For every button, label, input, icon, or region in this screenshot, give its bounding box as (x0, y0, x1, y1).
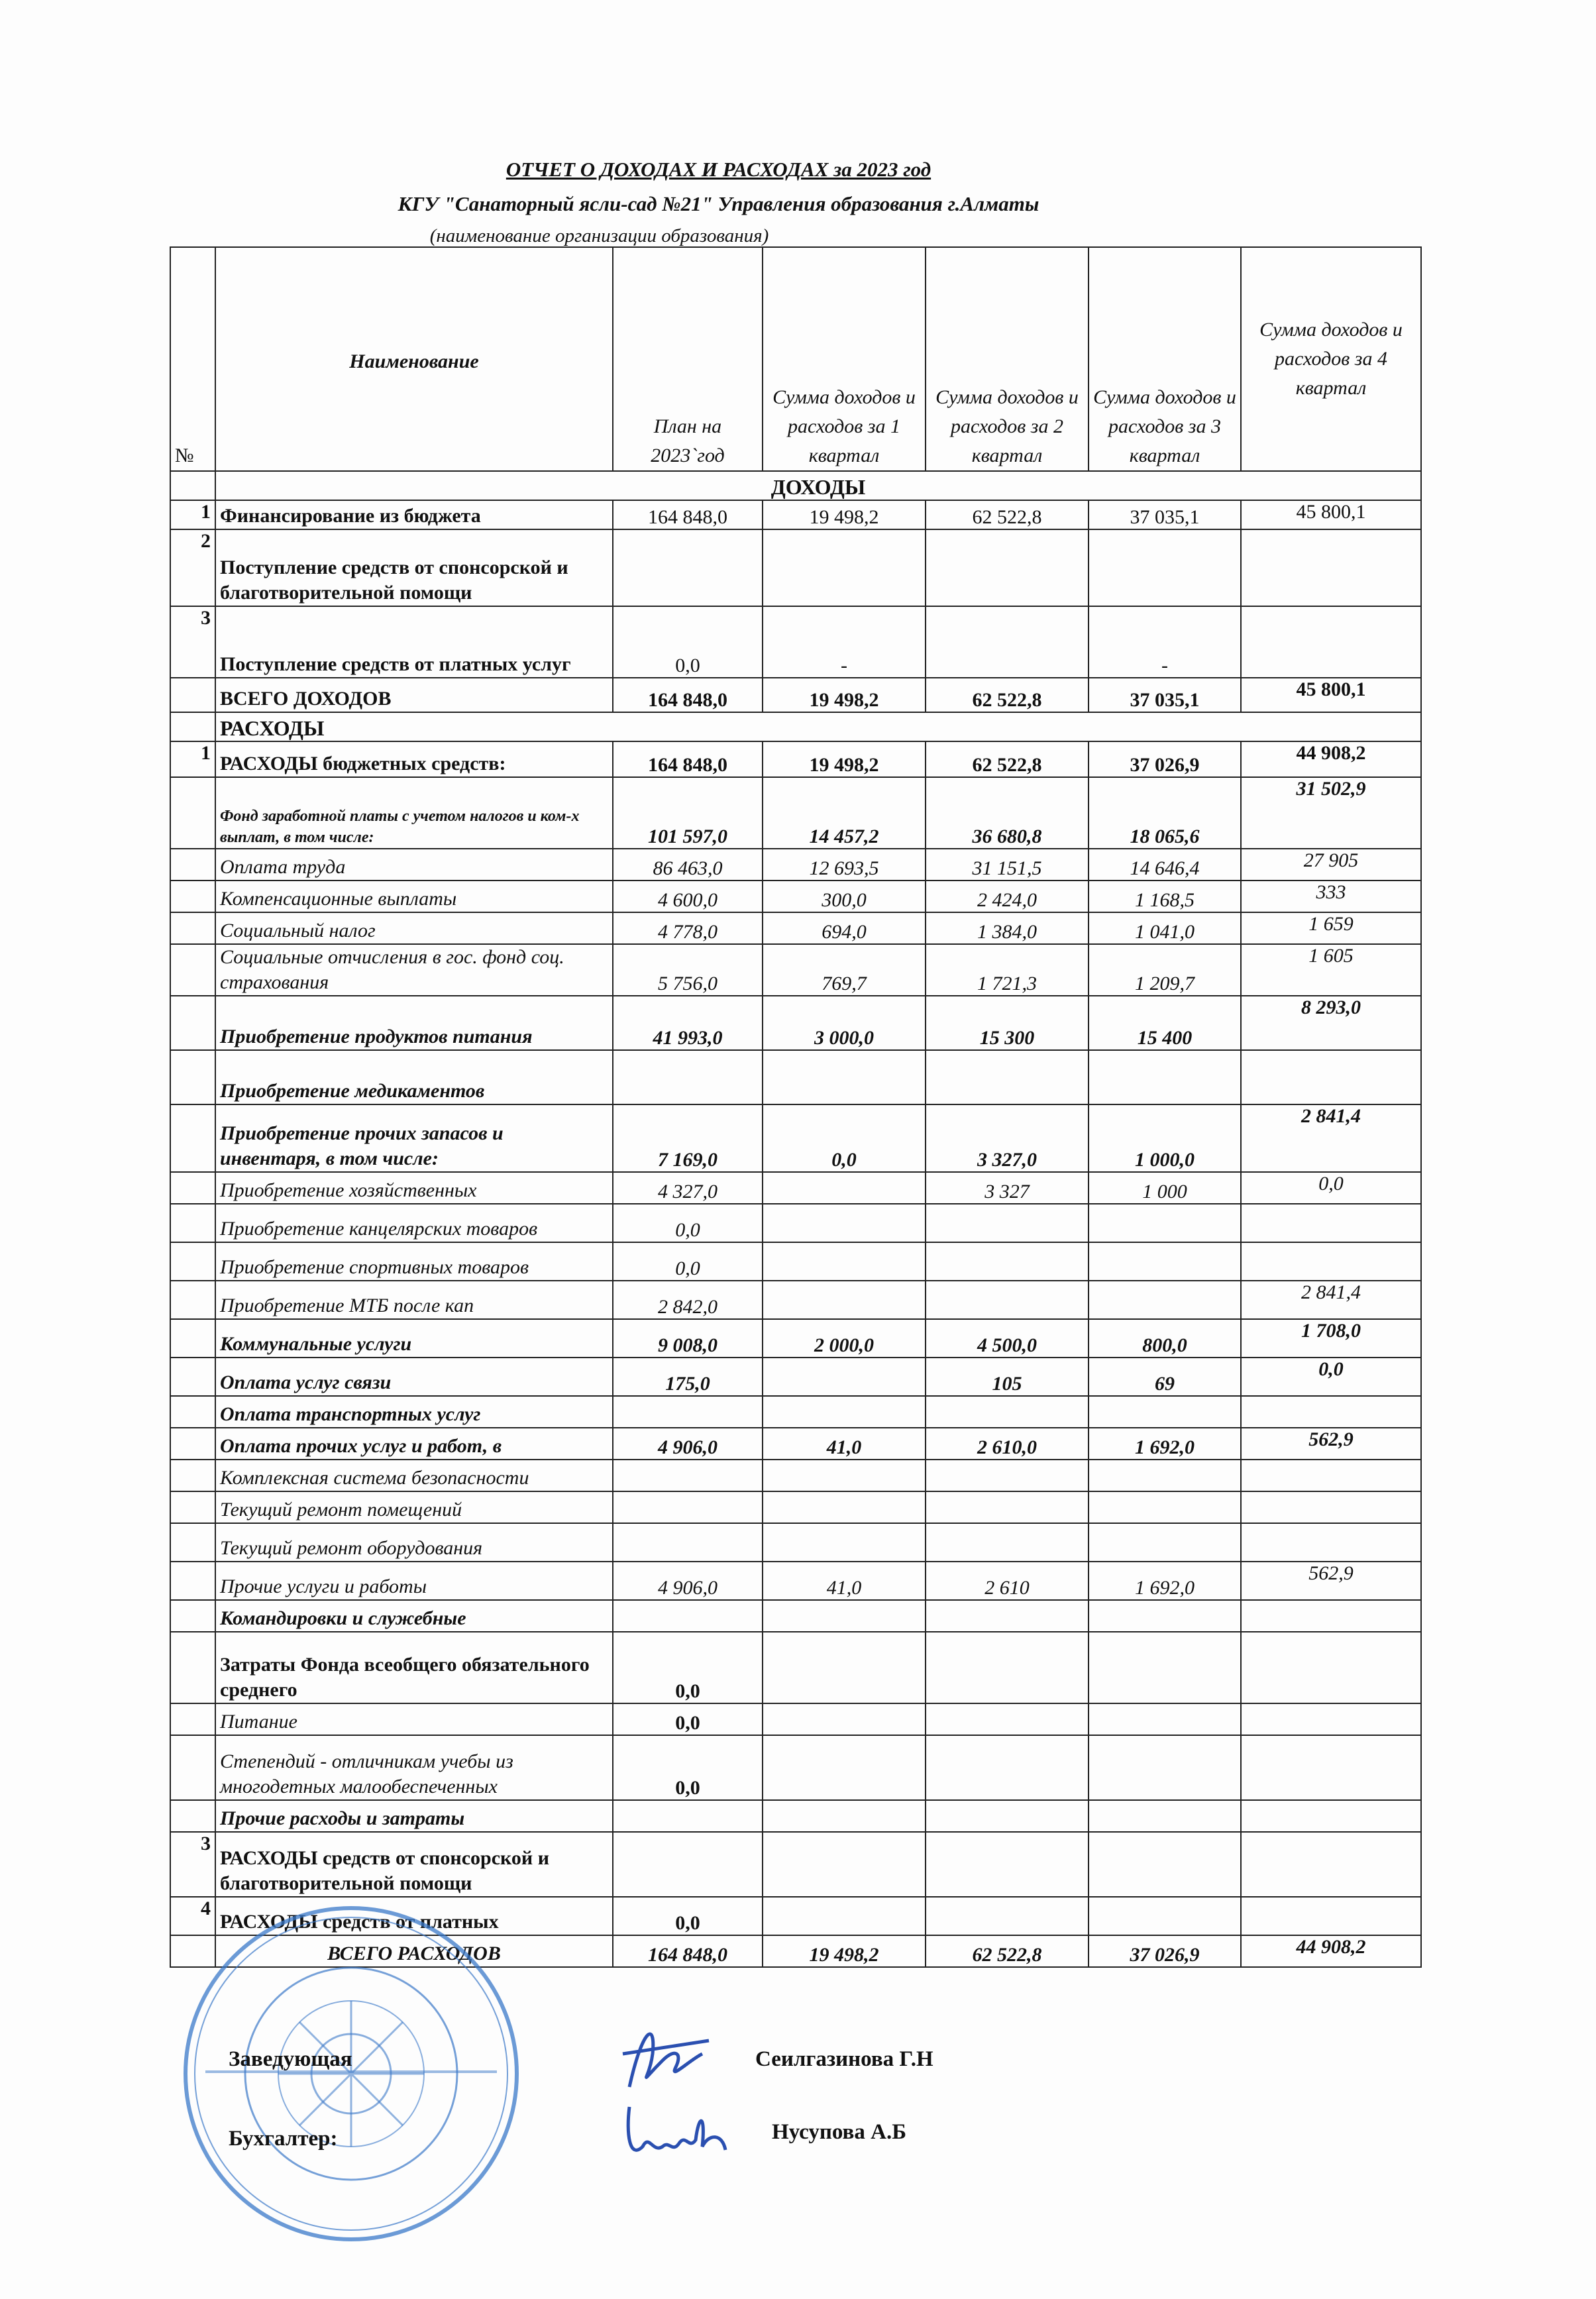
row-plan-value: 4 906,0 (613, 1562, 763, 1600)
row-name: Приобретение прочих запасов и инвентаря, в том числе: (215, 1104, 613, 1172)
table-row (170, 1735, 1421, 1800)
table-row (170, 1050, 1421, 1104)
row-q4-value (1241, 1703, 1421, 1735)
row-name: Оплата транспортных услуг (215, 1396, 613, 1428)
row-q2-value: 2 610,0 (926, 1428, 1089, 1460)
table-row (170, 1800, 1421, 1832)
row-plan-value: 164 848,0 (613, 741, 763, 777)
row-q4-value: 333 (1241, 881, 1421, 912)
row-q4-value (1241, 1460, 1421, 1491)
row-name: Питание (215, 1703, 613, 1735)
row-q2-value: 36 680,8 (926, 777, 1089, 849)
accountant-name: Нусупова А.Б (772, 2120, 907, 2144)
row-q4-value: 1 708,0 (1241, 1319, 1421, 1358)
row-q3-value: 14 646,4 (1089, 849, 1241, 881)
row-q4-value: 1 605 (1241, 944, 1421, 996)
table-row (170, 912, 1421, 944)
row-q4-value: 2 841,4 (1241, 1281, 1421, 1319)
row-number: 1 (170, 500, 215, 529)
row-q1-value (763, 1204, 926, 1242)
row-number: 1 (170, 741, 215, 777)
row-plan-value: 0,0 (613, 1204, 763, 1242)
row-q1-value: 769,7 (763, 944, 926, 996)
row-q4-value: 562,9 (1241, 1562, 1421, 1600)
row-q2-value: 62 522,8 (926, 741, 1089, 777)
section-row (170, 712, 1421, 741)
row-number (170, 1632, 215, 1703)
row-name: Приобретение продуктов питания (215, 996, 613, 1050)
row-name: Командировки и служебные (215, 1600, 613, 1632)
row-q4-value: 8 293,0 (1241, 996, 1421, 1050)
table-row (170, 944, 1421, 996)
accountant-signature (616, 2094, 735, 2173)
row-q1-value (763, 1800, 926, 1832)
row-q3-value (1089, 529, 1241, 606)
row-q3-value (1089, 1897, 1241, 1935)
row-q3-value (1089, 1703, 1241, 1735)
table-row (170, 529, 1421, 606)
row-name: Поступление средств от платных услуг (215, 606, 613, 678)
row-q3-value: 1 000 (1089, 1172, 1241, 1204)
row-number: 4 (170, 1897, 215, 1935)
row-q3-value: 1 692,0 (1089, 1428, 1241, 1460)
table-row (170, 606, 1421, 678)
row-q1-value: 19 498,2 (763, 678, 926, 712)
column-q2: Сумма доходов и расходов за 2 квартал (926, 247, 1089, 471)
row-q1-value (763, 1281, 926, 1319)
table-row (170, 1204, 1421, 1242)
row-q2-value: 1 721,3 (926, 944, 1089, 996)
row-q4-value (1241, 1396, 1421, 1428)
row-q2-value (926, 1800, 1089, 1832)
row-q2-value (926, 1242, 1089, 1281)
row-number: 3 (170, 606, 215, 678)
row-q2-value: 62 522,8 (926, 500, 1089, 529)
row-q4-value (1241, 1204, 1421, 1242)
row-q4-value: 2 841,4 (1241, 1104, 1421, 1172)
row-q1-value: 12 693,5 (763, 849, 926, 881)
row-name: Оплата прочих услуг и работ, в (215, 1428, 613, 1460)
row-number (170, 678, 215, 712)
row-q4-value: 45 800,1 (1241, 678, 1421, 712)
row-name: Социальный налог (215, 912, 613, 944)
row-number (170, 1523, 215, 1562)
row-number (170, 1172, 215, 1204)
row-q1-value: 14 457,2 (763, 777, 926, 849)
row-q3-value (1089, 1460, 1241, 1491)
table-row (170, 741, 1421, 777)
row-number (170, 1800, 215, 1832)
row-plan-value: 0,0 (613, 1632, 763, 1703)
row-q3-value (1089, 1242, 1241, 1281)
row-number (170, 912, 215, 944)
row-number (170, 1358, 215, 1396)
column-q4: Сумма доходов и расходов за 4 квартал (1241, 247, 1421, 471)
row-name: Поступление средств от спонсорской и благотворительной помощи (215, 529, 613, 606)
row-name: Текущий ремонт оборудования (215, 1523, 613, 1562)
row-q2-value (926, 529, 1089, 606)
table-row (170, 996, 1421, 1050)
row-q2-value (926, 1523, 1089, 1562)
report-title: ОТЧЕТ О ДОХОДАХ И РАСХОДАХ за 2023 год (505, 158, 931, 181)
row-q3-value: 1 041,0 (1089, 912, 1241, 944)
table-row (170, 777, 1421, 849)
table-row (170, 1358, 1421, 1396)
row-q3-value (1089, 1735, 1241, 1800)
row-q2-value: 3 327,0 (926, 1104, 1089, 1172)
column-q1: Сумма доходов и расходов за 1 квартал (763, 247, 926, 471)
organization-note: (наименование организации образования) (429, 225, 769, 246)
section-title-income: ДОХОДЫ (215, 471, 1421, 500)
row-number (170, 1396, 215, 1428)
row-plan-value (613, 1491, 763, 1523)
head-label: Заведующая (229, 2047, 352, 2071)
row-q1-value (763, 1172, 926, 1204)
row-q1-value (763, 1735, 926, 1800)
row-q2-value: 62 522,8 (926, 678, 1089, 712)
row-name: ВСЕГО ДОХОДОВ (215, 678, 613, 712)
row-name: Финансирование из бюджета (215, 500, 613, 529)
row-name: Оплата услуг связи (215, 1358, 613, 1396)
row-q2-value (926, 1204, 1089, 1242)
row-name: Приобретение МТБ после кап (215, 1281, 613, 1319)
row-q3-value (1089, 1632, 1241, 1703)
row-q3-value: - (1089, 606, 1241, 678)
row-q3-value (1089, 1050, 1241, 1104)
row-q2-value (926, 1832, 1089, 1897)
row-q2-value (926, 1396, 1089, 1428)
row-q3-value: 1 209,7 (1089, 944, 1241, 996)
row-number (170, 1050, 215, 1104)
row-plan-value: 4 600,0 (613, 881, 763, 912)
row-q4-value: 27 905 (1241, 849, 1421, 881)
organization-name: КГУ "Санаторный ясли-сад №21" Управления образования г.Алматы (398, 192, 1039, 215)
row-plan-value: 0,0 (613, 1703, 763, 1735)
row-number (170, 1703, 215, 1735)
row-name: Комплексная система безопасности (215, 1460, 613, 1491)
row-number (170, 1104, 215, 1172)
row-number (170, 996, 215, 1050)
table-row (170, 1281, 1421, 1319)
row-q1-value: 41,0 (763, 1428, 926, 1460)
row-q3-value: 15 400 (1089, 996, 1241, 1050)
row-plan-value: 86 463,0 (613, 849, 763, 881)
row-q4-value: 1 659 (1241, 912, 1421, 944)
row-number (170, 944, 215, 996)
row-q2-value (926, 1050, 1089, 1104)
row-plan-value: 4 778,0 (613, 912, 763, 944)
row-plan-value: 5 756,0 (613, 944, 763, 996)
row-name: Оплата труда (215, 849, 613, 881)
row-q3-value: 37 026,9 (1089, 1935, 1241, 1967)
row-number (170, 1562, 215, 1600)
row-q4-value (1241, 1735, 1421, 1800)
row-q1-value (763, 1632, 926, 1703)
row-q3-value: 1 000,0 (1089, 1104, 1241, 1172)
section-row (170, 471, 1421, 500)
row-number (170, 1204, 215, 1242)
row-q3-value (1089, 1281, 1241, 1319)
row-q3-value: 37 035,1 (1089, 500, 1241, 529)
row-q2-value (926, 1460, 1089, 1491)
row-q3-value (1089, 1523, 1241, 1562)
row-q2-value: 2 610 (926, 1562, 1089, 1600)
row-name: Коммунальные услуги (215, 1319, 613, 1358)
row-plan-value: 164 848,0 (613, 1935, 763, 1967)
table-row (170, 1491, 1421, 1523)
table-row (170, 1104, 1421, 1172)
table-header-row (170, 247, 1421, 471)
row-q1-value: 2 000,0 (763, 1319, 926, 1358)
row-plan-value: 164 848,0 (613, 678, 763, 712)
row-q4-value (1241, 1897, 1421, 1935)
row-name: Приобретение хозяйственных (215, 1172, 613, 1204)
row-number (170, 1319, 215, 1358)
row-q2-value: 62 522,8 (926, 1935, 1089, 1967)
row-number (170, 1735, 215, 1800)
table-row (170, 881, 1421, 912)
row-q4-value (1241, 1491, 1421, 1523)
row-q4-value (1241, 1800, 1421, 1832)
row-plan-value: 2 842,0 (613, 1281, 763, 1319)
row-q4-value (1241, 1832, 1421, 1897)
row-q2-value: 105 (926, 1358, 1089, 1396)
empty-cell (170, 712, 215, 741)
table-row (170, 678, 1421, 712)
row-q1-value (763, 1358, 926, 1396)
row-q2-value (926, 1491, 1089, 1523)
row-plan-value (613, 1600, 763, 1632)
row-number (170, 777, 215, 849)
row-q3-value: 18 065,6 (1089, 777, 1241, 849)
row-q3-value (1089, 1396, 1241, 1428)
table-row (170, 1428, 1421, 1460)
table-row (170, 1319, 1421, 1358)
row-plan-value: 7 169,0 (613, 1104, 763, 1172)
row-name: Затраты Фонда всеобщего обязательного среднего (215, 1632, 613, 1703)
table-row (170, 500, 1421, 529)
column-name: Наименование (215, 247, 613, 471)
row-number (170, 1428, 215, 1460)
row-q4-value: 44 908,2 (1241, 741, 1421, 777)
row-q3-value (1089, 1600, 1241, 1632)
row-number (170, 1281, 215, 1319)
row-q1-value: 19 498,2 (763, 1935, 926, 1967)
table-row (170, 1172, 1421, 1204)
row-q4-value (1241, 1600, 1421, 1632)
row-q2-value (926, 1600, 1089, 1632)
row-name: Степендий - отличникам учебы из многодетных малообеспеченных (215, 1735, 613, 1800)
row-q3-value (1089, 1800, 1241, 1832)
row-q1-value (763, 529, 926, 606)
row-q2-value (926, 1632, 1089, 1703)
row-q3-value: 1 692,0 (1089, 1562, 1241, 1600)
table-row (170, 1632, 1421, 1703)
row-name: РАСХОДЫ средств от спонсорской и благотворительной помощи (215, 1832, 613, 1897)
row-name: Компенсационные выплаты (215, 881, 613, 912)
row-q4-value (1241, 1632, 1421, 1703)
row-q2-value: 4 500,0 (926, 1319, 1089, 1358)
row-q1-value (763, 1396, 926, 1428)
row-q2-value (926, 1703, 1089, 1735)
row-q3-value: 69 (1089, 1358, 1241, 1396)
row-q4-value: 0,0 (1241, 1358, 1421, 1396)
row-q2-value (926, 606, 1089, 678)
row-plan-value: 4 327,0 (613, 1172, 763, 1204)
row-q3-value: 37 035,1 (1089, 678, 1241, 712)
table-row (170, 1396, 1421, 1428)
row-name: Социальные отчисления в гос. фонд соц. страхования (215, 944, 613, 996)
table-row (170, 1562, 1421, 1600)
row-q3-value: 1 168,5 (1089, 881, 1241, 912)
row-q2-value (926, 1735, 1089, 1800)
row-q1-value: - (763, 606, 926, 678)
row-number (170, 881, 215, 912)
row-name: РАСХОДЫ бюджетных средств: (215, 741, 613, 777)
row-q4-value (1241, 1050, 1421, 1104)
row-name: Приобретение канцелярских товаров (215, 1204, 613, 1242)
row-plan-value (613, 529, 763, 606)
row-name: Прочие расходы и затраты (215, 1800, 613, 1832)
row-q1-value (763, 1897, 926, 1935)
table-row (170, 1703, 1421, 1735)
row-number: 2 (170, 529, 215, 606)
table-row (170, 1832, 1421, 1897)
row-q4-value: 562,9 (1241, 1428, 1421, 1460)
row-q1-value: 300,0 (763, 881, 926, 912)
accountant-label: Бухгалтер: (229, 2127, 338, 2151)
table-row (170, 1460, 1421, 1491)
column-q3: Сумма доходов и расходов за 3 квартал (1089, 247, 1241, 471)
official-stamp (179, 1901, 523, 2246)
row-number: 3 (170, 1832, 215, 1897)
row-plan-value (613, 1832, 763, 1897)
row-q2-value (926, 1281, 1089, 1319)
row-q4-value (1241, 1242, 1421, 1281)
table-row (170, 1600, 1421, 1632)
row-q2-value: 15 300 (926, 996, 1089, 1050)
row-q1-value: 19 498,2 (763, 500, 926, 529)
row-name: Приобретение спортивных товаров (215, 1242, 613, 1281)
row-name: Текущий ремонт помещений (215, 1491, 613, 1523)
row-plan-value: 175,0 (613, 1358, 763, 1396)
row-plan-value: 4 906,0 (613, 1428, 763, 1460)
row-q2-value (926, 1897, 1089, 1935)
row-q3-value: 37 026,9 (1089, 741, 1241, 777)
row-q3-value (1089, 1491, 1241, 1523)
row-q4-value: 0,0 (1241, 1172, 1421, 1204)
row-q1-value (763, 1832, 926, 1897)
row-number (170, 1600, 215, 1632)
table-row (170, 1523, 1421, 1562)
row-number (170, 1460, 215, 1491)
table-row (170, 1242, 1421, 1281)
row-q3-value (1089, 1204, 1241, 1242)
row-q1-value: 0,0 (763, 1104, 926, 1172)
row-plan-value (613, 1523, 763, 1562)
row-plan-value (613, 1800, 763, 1832)
empty-cell (170, 471, 215, 500)
row-number (170, 1242, 215, 1281)
row-plan-value: 0,0 (613, 1242, 763, 1281)
section-title-expenses: РАСХОДЫ (215, 712, 1421, 741)
row-q3-value: 800,0 (1089, 1319, 1241, 1358)
head-signature (616, 2014, 716, 2100)
row-q2-value: 2 424,0 (926, 881, 1089, 912)
row-q1-value (763, 1491, 926, 1523)
row-plan-value (613, 1396, 763, 1428)
table-row (170, 849, 1421, 881)
row-q2-value: 3 327 (926, 1172, 1089, 1204)
column-plan: План на 2023`год (613, 247, 763, 471)
row-q4-value (1241, 606, 1421, 678)
row-q3-value (1089, 1832, 1241, 1897)
row-plan-value: 101 597,0 (613, 777, 763, 849)
row-q4-value: 44 908,2 (1241, 1935, 1421, 1967)
row-q2-value: 1 384,0 (926, 912, 1089, 944)
row-plan-value (613, 1460, 763, 1491)
row-number (170, 1491, 215, 1523)
row-q1-value (763, 1460, 926, 1491)
row-q4-value (1241, 1523, 1421, 1562)
row-plan-value: 0,0 (613, 1735, 763, 1800)
row-q1-value (763, 1050, 926, 1104)
row-q1-value (763, 1703, 926, 1735)
column-number: № (170, 247, 215, 471)
report-table (170, 246, 1422, 1968)
row-plan-value: 164 848,0 (613, 500, 763, 529)
row-q1-value: 19 498,2 (763, 741, 926, 777)
row-q1-value (763, 1242, 926, 1281)
row-name: Фонд заработной платы с учетом налогов и ком-х выплат, в том числе: (215, 777, 613, 849)
row-q1-value (763, 1600, 926, 1632)
row-plan-value: 0,0 (613, 1897, 763, 1935)
row-q2-value: 31 151,5 (926, 849, 1089, 881)
row-name: Прочие услуги и работы (215, 1562, 613, 1600)
row-q4-value (1241, 529, 1421, 606)
row-plan-value (613, 1050, 763, 1104)
row-q1-value: 694,0 (763, 912, 926, 944)
row-name: Приобретение медикаментов (215, 1050, 613, 1104)
row-plan-value: 0,0 (613, 606, 763, 678)
row-q1-value (763, 1523, 926, 1562)
row-q1-value: 3 000,0 (763, 996, 926, 1050)
row-number (170, 849, 215, 881)
row-q4-value: 45 800,1 (1241, 500, 1421, 529)
row-q4-value: 31 502,9 (1241, 777, 1421, 849)
row-name: РАСХОДЫ средств от платных (215, 1897, 613, 1935)
head-name: Сеилгазинова Г.Н (755, 2047, 933, 2071)
row-plan-value: 9 008,0 (613, 1319, 763, 1358)
row-q1-value: 41,0 (763, 1562, 926, 1600)
row-name: ВСЕГО РАСХОДОВ (215, 1935, 613, 1967)
row-plan-value: 41 993,0 (613, 996, 763, 1050)
